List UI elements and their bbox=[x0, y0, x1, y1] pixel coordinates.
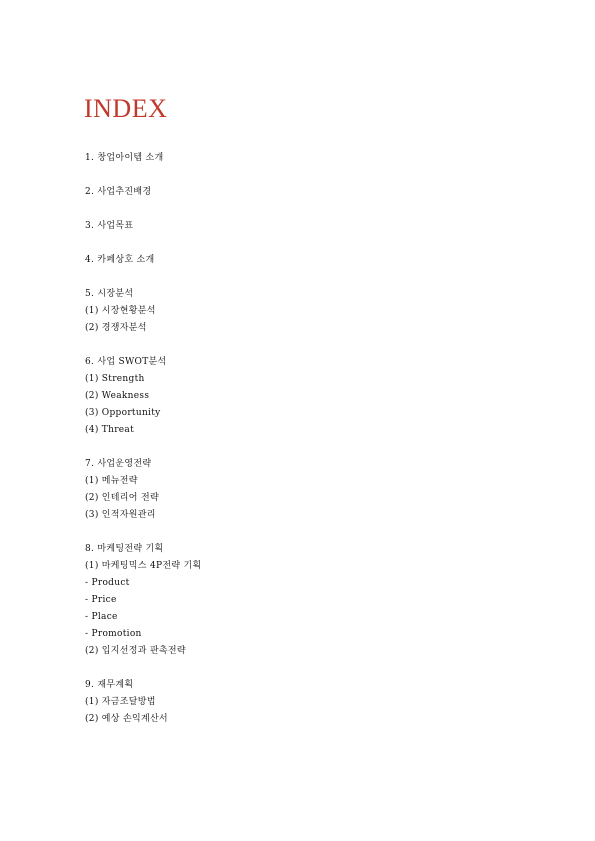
toc-heading: 1. 창업아이템 소개 bbox=[85, 153, 164, 163]
toc-item: (2) 인테리어 전략 bbox=[85, 493, 159, 503]
toc-item: (2) Weakness bbox=[85, 391, 150, 401]
toc-subitem: - Price bbox=[85, 595, 117, 605]
toc-heading: 4. 카페상호 소개 bbox=[85, 255, 155, 265]
toc-item: (1) 시장현황분석 bbox=[85, 306, 156, 316]
toc-heading: 8. 마케팅전략 기획 bbox=[85, 544, 164, 554]
toc-item: (3) 인적자원관리 bbox=[85, 510, 156, 520]
toc-section-2 bbox=[85, 184, 525, 201]
toc-subitem: - Promotion bbox=[85, 629, 142, 639]
toc-item: (1) 마케팅믹스 4P전략 기획 bbox=[85, 561, 202, 571]
toc-heading: 7. 사업운영전략 bbox=[85, 459, 152, 469]
toc-subitem: - Place bbox=[85, 612, 118, 622]
toc-item: (1) 메뉴전략 bbox=[85, 476, 138, 486]
toc-subitem: - Product bbox=[85, 578, 130, 588]
toc-item: (2) 경쟁자분석 bbox=[85, 323, 147, 333]
toc-heading: 6. 사업 SWOT분석 bbox=[85, 357, 167, 367]
toc-section-3 bbox=[85, 218, 525, 235]
toc-section-8 bbox=[85, 541, 525, 660]
toc-section-7 bbox=[85, 456, 525, 524]
toc-section-9 bbox=[85, 677, 525, 728]
toc-section-5 bbox=[85, 286, 525, 337]
toc-item: (2) 입지선정과 판촉전략 bbox=[85, 646, 186, 656]
toc-heading: 2. 사업추진배경 bbox=[85, 187, 152, 197]
toc-item: (4) Threat bbox=[85, 425, 135, 435]
toc-section-1 bbox=[85, 150, 525, 167]
toc-heading: 9. 재무계획 bbox=[85, 680, 134, 690]
toc-heading: 3. 사업목표 bbox=[85, 221, 134, 231]
toc-item: (1) Strength bbox=[85, 374, 145, 384]
toc-item: (1) 자금조달방법 bbox=[85, 697, 156, 707]
table-of-contents bbox=[85, 150, 525, 728]
index-title: INDEX bbox=[84, 94, 168, 123]
toc-item: (2) 예상 손익계산서 bbox=[85, 714, 168, 724]
toc-section-4 bbox=[85, 252, 525, 269]
toc-section-6 bbox=[85, 354, 525, 439]
toc-item: (3) Opportunity bbox=[85, 408, 161, 418]
toc-heading: 5. 시장분석 bbox=[85, 289, 134, 299]
